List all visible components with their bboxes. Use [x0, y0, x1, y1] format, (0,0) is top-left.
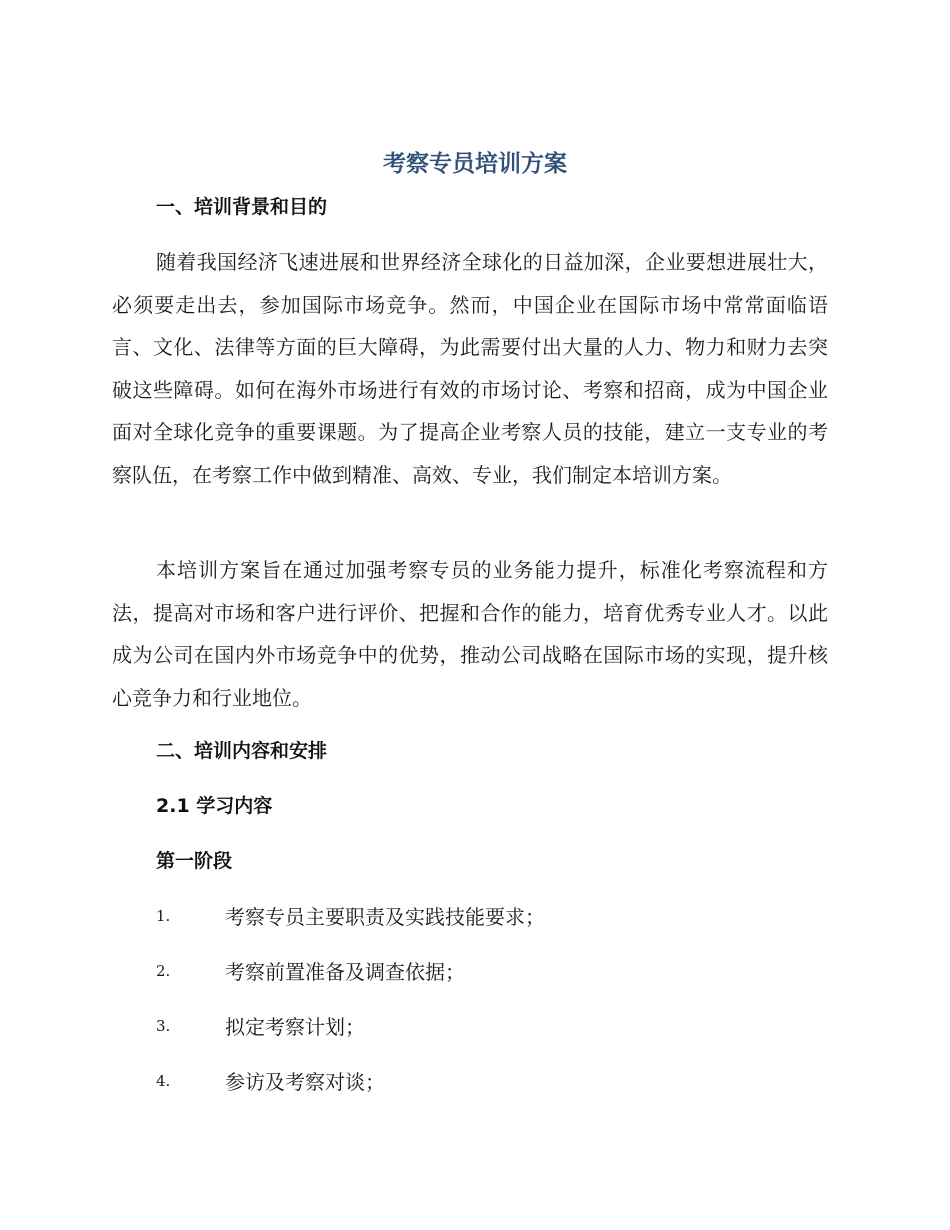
list-item [156, 888, 836, 943]
list-item [156, 1053, 836, 1108]
list-text: 拟定考察计划； [225, 1015, 365, 1039]
section-heading-background: 一、培训背景和目的 [156, 196, 328, 218]
list-text: 考察前置准备及调查依据； [225, 960, 465, 984]
paragraph-purpose: 本培训方案旨在通过加强考察专员的业务能力提升，标准化考察流程和方法，提高对市场和客户进行评价、把握和合作的能力，培育优秀专业人才。以此成为公司在国内外市场竞争中的优势，推动公司战略在国际市场的实现，提升核心竞争力和行业地位。 [112, 558, 828, 710]
list-item [156, 998, 836, 1053]
subsection-heading-learning: 2.1 学习内容 [156, 795, 273, 817]
list-text: 考察专员主要职责及实践技能要求； [225, 905, 545, 929]
paragraph-background: 随着我国经济飞速进展和世界经济全球化的日益加深，企业要想进展壮大，必须要走出去，参加国际市场竞争。然而，中国企业在国际市场中常常面临语言、文化、法律等方面的巨大障碍，为此需要付出大量的人力、物力和财力去突破这些障碍。如何在海外市场进行有效的市场讨论、考察和招商，成为中国企业面对全球化竞争的重要课题。为了提高企业考察人员的技能，建立一支专业的考察队伍，在考察工作中做到精准、高效、专业，我们制定本培训方案。 [112, 250, 828, 487]
learning-list [156, 888, 836, 1108]
document-title: 考察专员培训方案 [383, 151, 567, 177]
list-number: 1. [156, 906, 171, 925]
list-number: 2. [156, 961, 171, 980]
stage-heading: 第一阶段 [156, 850, 233, 872]
list-number: 3. [156, 1016, 171, 1035]
section-heading-content: 二、培训内容和安排 [156, 740, 328, 762]
list-text: 参访及考察对谈； [225, 1070, 385, 1094]
list-number: 4. [156, 1071, 171, 1090]
list-item [156, 943, 836, 998]
